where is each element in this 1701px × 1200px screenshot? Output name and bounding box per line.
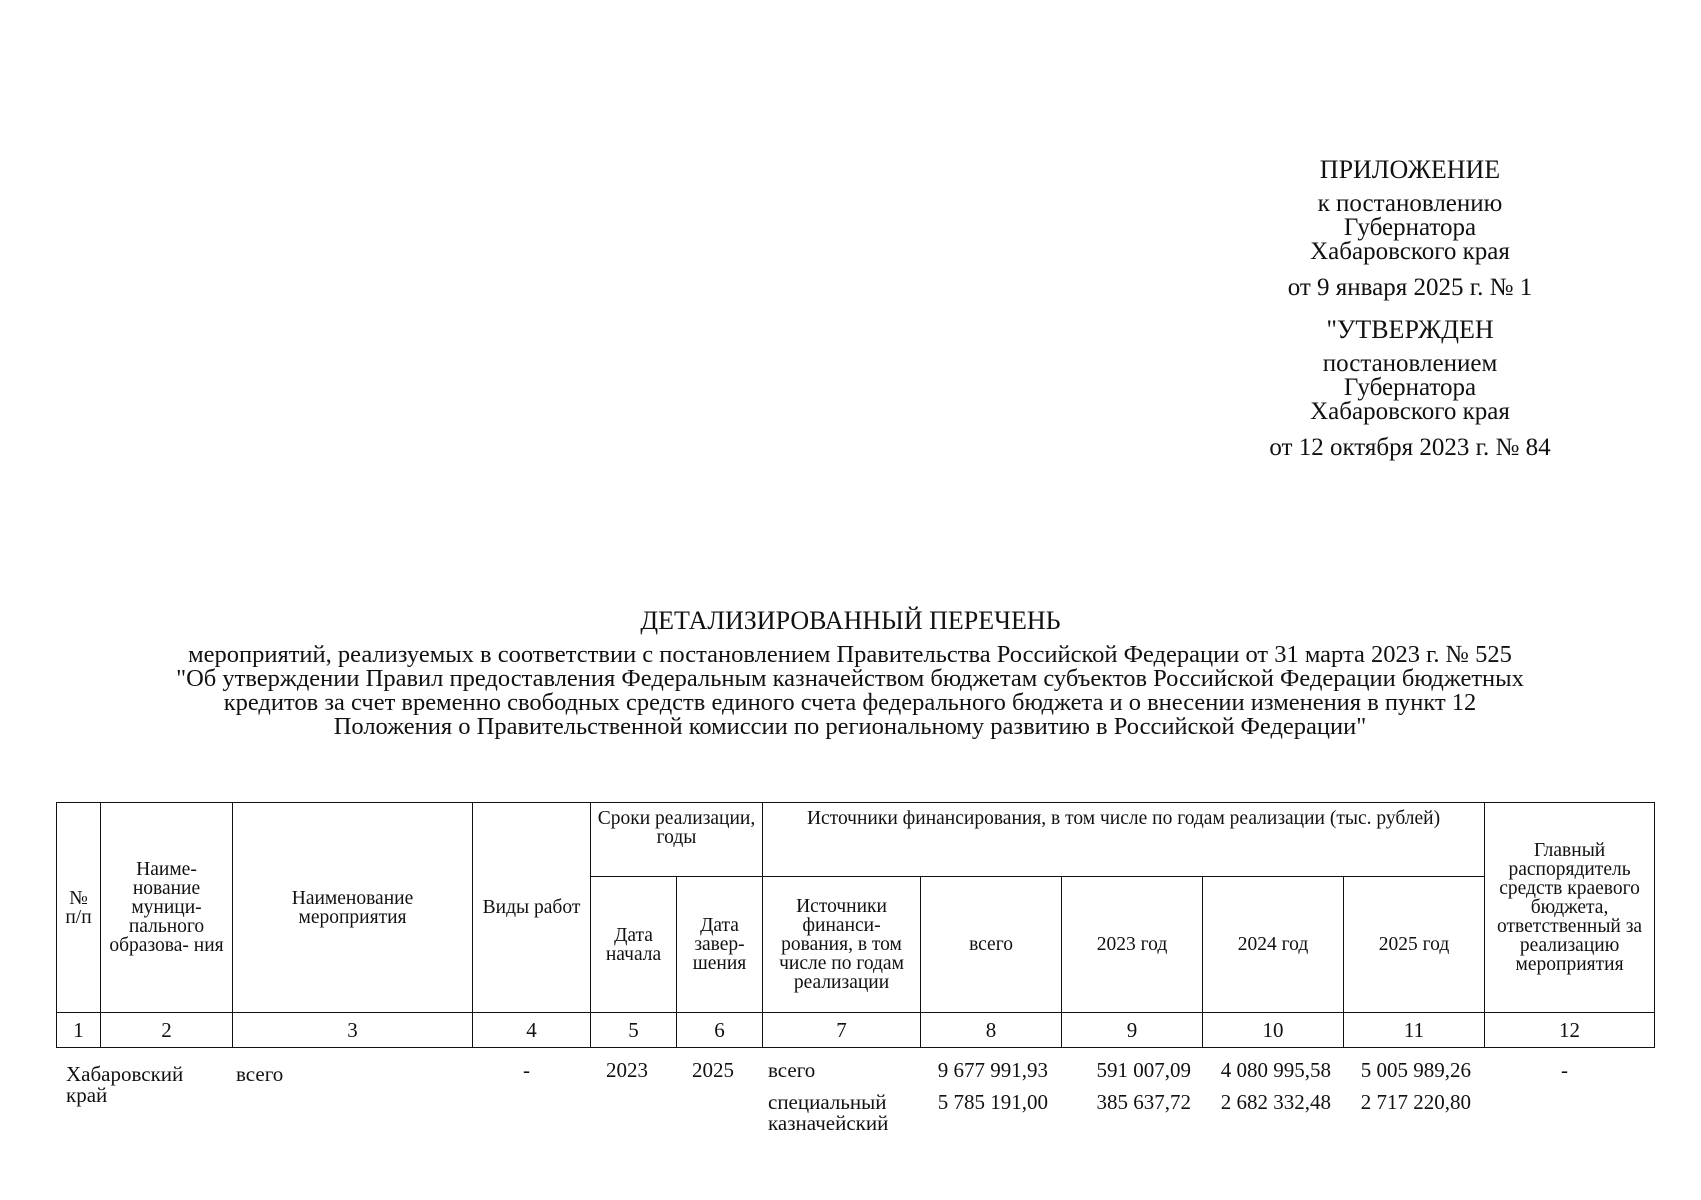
subtitle-line: Положения о Правительственной комиссии по региональному развитию в Российской Федерации" [333, 713, 1367, 740]
header-manager: Главный распорядитель средств краевого бюджета, ответственный за реализацию мероприятия [1485, 803, 1655, 1013]
approved-heading: "УТВЕРЖДЕН [1326, 315, 1494, 344]
document-subtitle [60, 643, 1640, 739]
column-number: 12 [1485, 1013, 1655, 1048]
row-2025: 2 717 220,80 [1360, 1090, 1471, 1114]
row-source: специальный казначейский [768, 1090, 889, 1135]
row-measure: всего [236, 1062, 284, 1086]
column-number: 9 [1062, 1013, 1203, 1048]
approved-line: Хабаровского края [1310, 398, 1510, 425]
appendix-line: Хабаровского края [1310, 238, 1510, 265]
row-2023: 385 637,72 [1096, 1090, 1191, 1114]
row-end: 2025 [692, 1058, 734, 1082]
row-source: всего [768, 1058, 816, 1082]
row-total: 9 677 991,93 [937, 1058, 1048, 1082]
header-funding: Источники финансирования, в том числе по годам реализации (тыс. рублей) [763, 803, 1485, 877]
header-start: Дата начала [591, 877, 677, 1013]
row-2024: 4 080 995,58 [1220, 1058, 1331, 1082]
column-number: 6 [677, 1013, 763, 1048]
header-2024: 2024 год [1203, 877, 1344, 1013]
subtitle-line: "Об утверждении Правил предоставления Федеральным казначейством бюджетам субъектов Российской Федерации бюджетных [176, 665, 1524, 692]
column-number: 10 [1203, 1013, 1344, 1048]
column-number: 5 [591, 1013, 677, 1048]
row-works: - [523, 1058, 530, 1082]
header-sources: Источники финанси- рования, в том числе по годам реализации [763, 877, 921, 1013]
appendix-heading: ПРИЛОЖЕНИЕ [1319, 155, 1501, 184]
column-number: 8 [921, 1013, 1062, 1048]
appendix-line: к постановлению [1317, 190, 1503, 217]
header-no: № п/п [57, 803, 101, 1013]
column-number: 1 [57, 1013, 101, 1048]
column-number: 3 [233, 1013, 473, 1048]
subtitle-line: мероприятий, реализуемых в соответствии с постановлением Правительства Российской Федерации от 31 марта 2023 г. № 525 [188, 641, 1512, 668]
header-2023: 2023 год [1062, 877, 1203, 1013]
column-number: 4 [473, 1013, 591, 1048]
header-end: Дата завер- шения [677, 877, 763, 1013]
row-municipality: Хабаровский край [66, 1062, 184, 1107]
column-number: 11 [1344, 1013, 1485, 1048]
header-works: Виды работ [473, 803, 591, 1013]
row-2023: 591 007,09 [1096, 1058, 1191, 1082]
approved-line: постановлением [1322, 350, 1498, 377]
appendix-block [1230, 155, 1590, 461]
header-total: всего [921, 877, 1062, 1013]
row-total: 5 785 191,00 [937, 1090, 1048, 1114]
header-2025: 2025 год [1344, 877, 1485, 1013]
measures-table [56, 802, 1655, 1048]
row-start: 2023 [606, 1058, 648, 1082]
header-municipality: Наиме- нование муници- пального образова- ния [101, 803, 233, 1013]
row-manager: - [1561, 1058, 1568, 1082]
column-number: 7 [763, 1013, 921, 1048]
row-2024: 2 682 332,48 [1220, 1090, 1331, 1114]
appendix-date: от 9 января 2025 г. № 1 [1287, 274, 1533, 301]
header-measure: Наименование мероприятия [233, 803, 473, 1013]
approved-line: Губернатора [1343, 374, 1477, 401]
row-2025: 5 005 989,26 [1360, 1058, 1471, 1082]
approved-date: от 12 октября 2023 г. № 84 [1269, 434, 1551, 461]
column-number: 2 [101, 1013, 233, 1048]
subtitle-line: кредитов за счет временно свободных средств единого счета федерального бюджета и о внесении изменения в пункт 12 [223, 689, 1477, 716]
document-title: ДЕТАЛИЗИРОВАННЫЙ ПЕРЕЧЕНЬ [640, 606, 1061, 635]
appendix-line: Губернатора [1343, 214, 1477, 241]
header-terms: Сроки реализации, годы [591, 803, 763, 877]
